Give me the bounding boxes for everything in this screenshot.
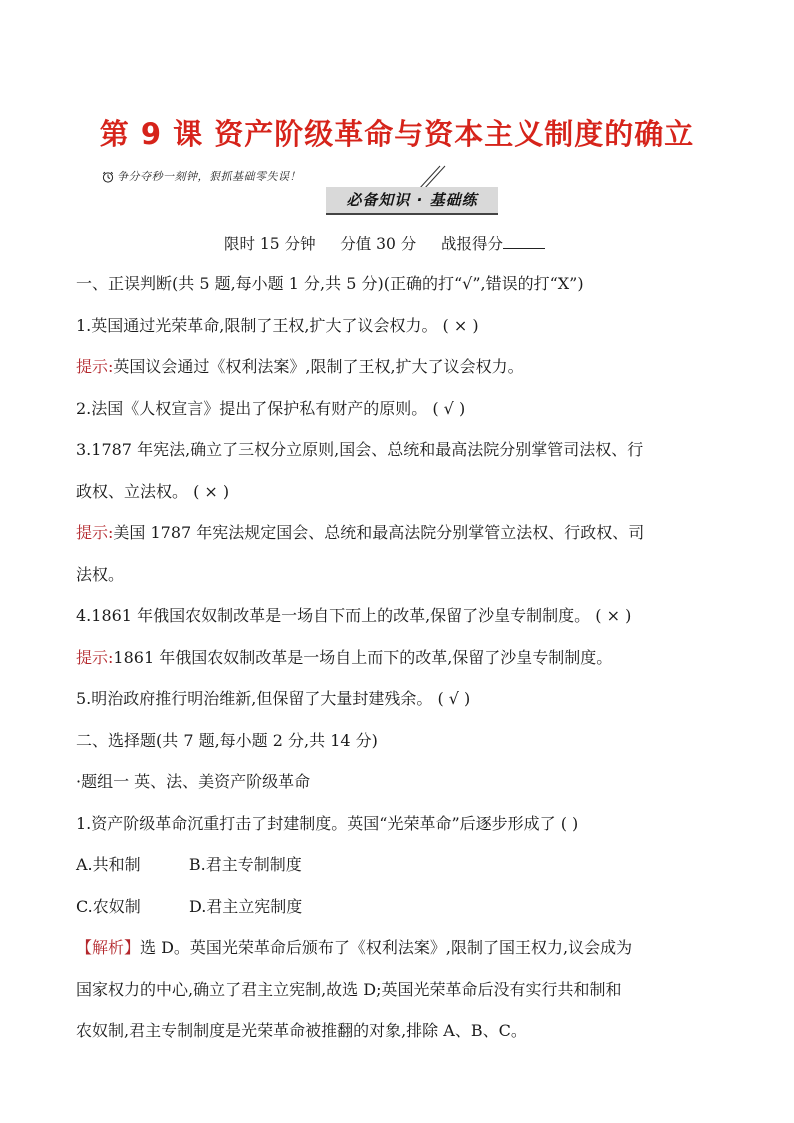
choice-question-1: 1.资产阶级革命沉重打击了封建制度。英国“光荣革命”后逐步形成了 ( ) xyxy=(76,814,579,833)
hint-3-line2: 法权。 xyxy=(76,565,125,584)
motto-row xyxy=(100,165,520,215)
lesson-title: 第 9 课 资产阶级革命与资本主义制度的确立 xyxy=(99,117,695,151)
judge-item-1: 1.英国通过光荣革命,限制了王权,扩大了议会权力。 ( × ) xyxy=(76,316,479,335)
judge-item-3-line1: 3.1787 年宪法,确立了三权分立原则,国会、总统和最高法院分别掌管司法权、行 xyxy=(76,440,644,459)
options-row-1 xyxy=(76,853,302,877)
jiexi-line-2: 国家权力的中心,确立了君主立宪制,故选 D;英国光荣革命后没有实行共和制和 xyxy=(76,980,622,999)
result-label: 战报得分 xyxy=(440,235,503,253)
jiexi-line-1 xyxy=(76,936,632,960)
part1-heading: 一、正误判断(共 5 题,每小题 1 分,共 5 分)(正确的打“√”,错误的打“X”) xyxy=(76,274,584,293)
jiexi-line-3: 农奴制,君主专制制度是光荣革命被推翻的对象,排除 A、B、C。 xyxy=(76,1021,527,1040)
option-b: B.君主专制制度 xyxy=(188,855,302,874)
hint-text: 1861 年俄国农奴制改革是一场自上而下的改革,保留了沙皇专制制度。 xyxy=(113,648,613,667)
hint-label: 提示: xyxy=(76,523,114,542)
alarm-clock-icon xyxy=(102,171,114,183)
option-a: A.共和制 xyxy=(76,855,141,874)
hint-label: 提示: xyxy=(76,357,114,376)
options-row-2 xyxy=(76,895,302,919)
hint-4 xyxy=(76,646,612,670)
judge-item-2: 2.法国《人权宣言》提出了保护私有财产的原则。 ( √ ) xyxy=(76,399,466,418)
quiz-meta xyxy=(224,232,545,254)
question-group-label: ·题组一 英、法、美资产阶级革命 xyxy=(76,772,311,791)
jiexi-text-1: 选 D。英国光荣革命后颁布了《权利法案》,限制了国王权力,议会成为 xyxy=(140,938,633,957)
hint-text: 英国议会通过《权利法案》,限制了王权,扩大了议会权力。 xyxy=(113,357,524,376)
option-c: C.农奴制 xyxy=(76,897,141,916)
motto-text: 争分夺秒一刻钟，狠抓基础零失误！ xyxy=(117,170,301,183)
judge-item-5: 5.明治政府推行明治维新,但保留了大量封建残余。 ( √ ) xyxy=(76,689,471,708)
part2-heading: 二、选择题(共 7 题,每小题 2 分,共 14 分) xyxy=(76,731,378,750)
judge-item-3-line2: 政权、立法权。 ( × ) xyxy=(76,482,230,501)
hint-3-line1 xyxy=(76,521,644,545)
time-limit: 限时 15 分钟 xyxy=(224,235,316,253)
section-badge: 必备知识 · 基础练 xyxy=(326,187,498,215)
score-blank xyxy=(503,234,545,249)
score-value: 分值 30 分 xyxy=(340,235,417,253)
option-d: D.君主立宪制度 xyxy=(188,897,303,916)
jiexi-label: 【解析】 xyxy=(76,938,141,957)
hint-label: 提示: xyxy=(76,648,114,667)
hint-text: 美国 1787 年宪法规定国会、总统和最高法院分别掌管立法权、行政权、司 xyxy=(113,523,645,542)
hint-1 xyxy=(76,355,524,379)
judge-item-4: 4.1861 年俄国农奴制改革是一场自下而上的改革,保留了沙皇专制制度。 ( × ) xyxy=(76,606,632,625)
